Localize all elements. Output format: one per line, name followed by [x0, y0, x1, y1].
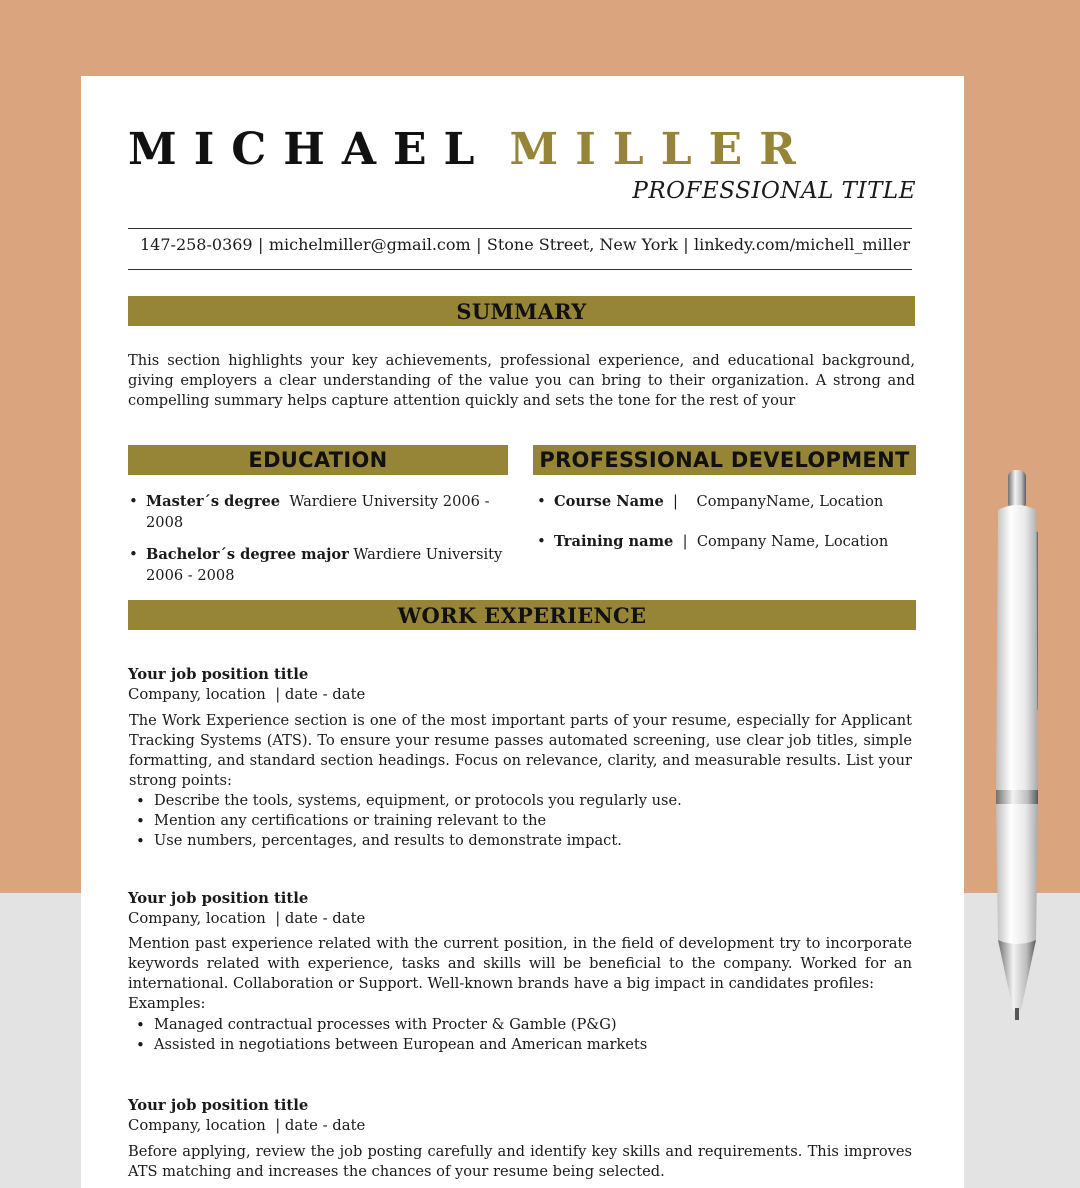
- contact-rule-bottom: [128, 269, 912, 270]
- job-bullet: • Assisted in negotiations between European and American markets: [128, 1035, 908, 1055]
- training-detail: Company Name, Location: [696, 533, 889, 550]
- job-title: Your job position title: [128, 1097, 309, 1114]
- first-name: MICHAEL: [128, 124, 492, 175]
- job-dates: date - date: [284, 910, 366, 927]
- course-detail: CompanyName, Location: [696, 493, 884, 510]
- item-separator: |: [682, 533, 688, 550]
- ballpoint-pen-icon: [988, 470, 1052, 1030]
- job-bullets: [128, 1015, 908, 1055]
- education-list: [128, 491, 513, 586]
- contact-address: Stone Street, New York: [486, 235, 678, 254]
- job-bullet: • Describe the tools, systems, equipment, or protocols you regularly use.: [128, 791, 908, 811]
- education-item: [128, 544, 513, 586]
- job-description: Mention past experience related with the current position, in the field of development try to incorporate keywords related with experience, tasks and skills will be beneficial to the company. Worked for an international. Collaboration or Support. Well-known brands have a big impact in candidates profiles:: [128, 935, 912, 992]
- course-name: Course Name: [554, 493, 664, 510]
- resume-page: [81, 76, 964, 1188]
- contact-line: [140, 235, 910, 254]
- education-heading: EDUCATION: [128, 445, 508, 475]
- job-title: Your job position title: [128, 890, 309, 907]
- contact-separator: |: [258, 235, 264, 254]
- contact-separator: |: [683, 235, 689, 254]
- development-item: [536, 531, 916, 552]
- training-name: Training name: [554, 533, 674, 550]
- professional-development-list: [536, 491, 916, 552]
- job-bullet: • Managed contractual processes with Procter & Gamble (P&G): [128, 1015, 908, 1035]
- job-meta: [128, 1117, 365, 1134]
- degree-name: Bachelor´s degree major: [146, 546, 349, 563]
- job-description: Before applying, review the job posting carefully and identify key skills and requirements. This improves ATS matching and increases the chances of your resume being selected.: [128, 1143, 912, 1180]
- summary-text: This section highlights your key achievements, professional experience, and educational background, giving employers a clear understanding of the value you can bring to their organization. A strong and compelling summary helps capture attention quickly and sets the tone for the rest of your: [128, 352, 915, 409]
- job-description: The Work Experience section is one of the most important parts of your resume, especially for Applicant Tracking Systems (ATS). To ensure your resume passes automated screening, use clear job titles, simple formatting, and standard section headings. Focus on relevance, clarity, and measurable results. List your strong points:: [129, 712, 912, 789]
- item-separator: |: [673, 493, 678, 510]
- job-meta: [128, 910, 365, 927]
- job-company: Company, location: [128, 1117, 266, 1134]
- job-bullet: • Mention any certifications or training relevant to the: [128, 811, 908, 831]
- education-item: [128, 491, 513, 533]
- job-separator: |: [275, 1117, 281, 1134]
- candidate-name: [128, 124, 813, 176]
- degree-detail: Wardiere University 2006 - 2008: [146, 493, 490, 531]
- job-separator: |: [275, 686, 281, 703]
- last-name: MILLER: [509, 124, 813, 175]
- examples-label: Examples:: [128, 995, 206, 1012]
- job-bullets: [128, 791, 908, 851]
- contact-rule-top: [128, 228, 912, 229]
- work-experience-heading: WORK EXPERIENCE: [128, 600, 916, 630]
- degree-name: Master´s degree: [146, 493, 281, 510]
- job-dates: date - date: [284, 1117, 366, 1134]
- contact-separator: |: [476, 235, 482, 254]
- job-company: Company, location: [128, 910, 266, 927]
- job-bullet: • Use numbers, percentages, and results to demonstrate impact.: [128, 831, 908, 851]
- job-company: Company, location: [128, 686, 266, 703]
- job-separator: |: [275, 910, 281, 927]
- development-item: [536, 491, 916, 512]
- job-title: Your job position title: [128, 666, 309, 683]
- contact-phone: 147-258-0369: [140, 235, 253, 254]
- contact-website: linkedy.com/michell_miller: [694, 235, 910, 254]
- degree-detail: Wardiere University 2006 - 2008: [146, 546, 503, 584]
- contact-email: michelmiller@gmail.com: [268, 235, 471, 254]
- job-dates: date - date: [284, 686, 366, 703]
- summary-heading: SUMMARY: [128, 296, 915, 326]
- job-meta: [128, 686, 365, 703]
- professional-title: PROFESSIONAL TITLE: [632, 178, 916, 204]
- professional-development-heading: PROFESSIONAL DEVELOPMENT: [533, 445, 916, 475]
